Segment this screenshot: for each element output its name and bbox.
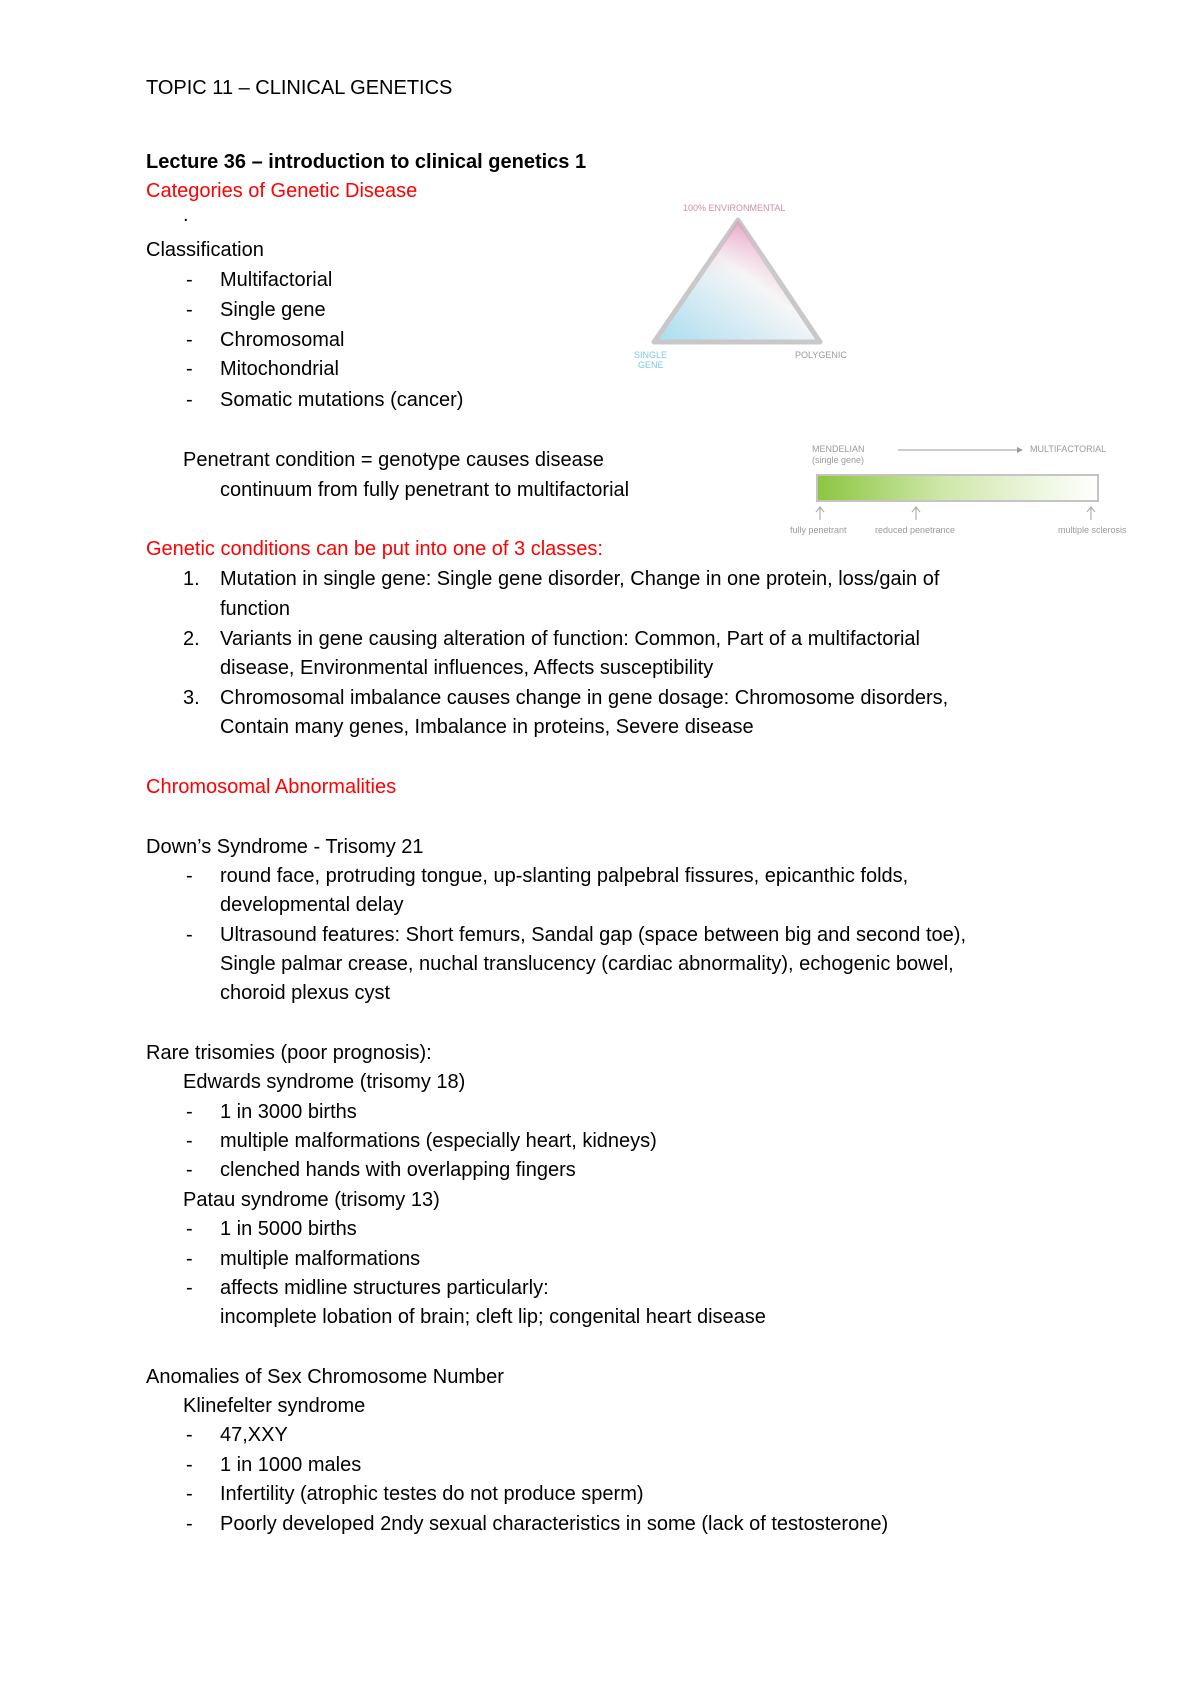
triangle-overlay xyxy=(690,220,786,290)
class-item-line: Chromosomal imbalance causes change in gene dosage: Chromosome disorders, xyxy=(220,687,949,709)
klinefelter-item: 47,XXY xyxy=(220,1424,288,1446)
topic-title: TOPIC 11 – CLINICAL GENETICS xyxy=(146,77,453,99)
categories-heading: Categories of Genetic Disease xyxy=(146,180,418,202)
class-item-line: disease, Environmental influences, Affects susceptibility xyxy=(220,657,714,679)
abnormalities-heading: Chromosomal Abnormalities xyxy=(146,776,397,798)
category-item: Chromosomal xyxy=(220,329,345,351)
bullet-dash: - xyxy=(186,1483,193,1505)
downs-ultrasound-line: choroid plexus cyst xyxy=(220,982,391,1004)
bullet-dash: - xyxy=(186,299,193,321)
class-item-line: Contain many genes, Imbalance in proteins, Severe disease xyxy=(220,716,754,738)
triangle-left-label: SINGLE xyxy=(634,350,668,360)
klinefelter-item: Poorly developed 2ndy sexual characteristics in some (lack of testosterone) xyxy=(220,1513,889,1535)
category-item: Mitochondrial xyxy=(220,358,339,380)
patau-item: affects midline structures particularly: xyxy=(220,1277,549,1299)
bar-left-sublabel: (single gene) xyxy=(812,455,865,465)
edwards-title: Edwards syndrome (trisomy 18) xyxy=(183,1071,466,1093)
penetrance-bar-figure xyxy=(800,440,1130,530)
bullet-dash: - xyxy=(186,1424,193,1446)
bullet-dash: - xyxy=(186,358,193,380)
patau-title: Patau syndrome (trisomy 13) xyxy=(183,1189,440,1211)
penetrance-line: Penetrant condition = genotype causes disease xyxy=(183,449,604,471)
triangle-left-label: GENE xyxy=(638,360,664,370)
patau-extra-line: incomplete lobation of brain; cleft lip; congenital heart disease xyxy=(220,1306,766,1328)
bullet-dash: - xyxy=(186,1454,193,1476)
bullet-dash: - xyxy=(186,1130,193,1152)
patau-item: 1 in 5000 births xyxy=(220,1218,357,1240)
bullet-dash: - xyxy=(186,329,193,351)
downs-feature-line: round face, protruding tongue, up-slanting palpebral fissures, epicanthic folds, xyxy=(220,865,909,887)
category-item: Multifactorial xyxy=(220,269,333,291)
lecture-title: Lecture 36 – introduction to clinical genetics 1 xyxy=(146,151,587,173)
bar-label-reduced-penetrance: reduced penetrance xyxy=(875,525,956,535)
klinefelter-item: Infertility (atrophic testes do not produce sperm) xyxy=(220,1483,644,1505)
bullet-dash: - xyxy=(186,865,193,887)
bar-pointer-arrow xyxy=(1087,507,1095,520)
bullet-dash: - xyxy=(186,389,193,411)
etiology-triangle-figure xyxy=(630,200,850,375)
bar-label-multiple-sclerosis: multiple sclerosis xyxy=(1058,525,1127,535)
downs-ultrasound-line: Single palmar crease, nuchal translucency (cardiac abnormality), echogenic bowel, xyxy=(220,953,954,975)
bullet-dash: - xyxy=(186,269,193,291)
sex-anomalies-title: Anomalies of Sex Chromosome Number xyxy=(146,1366,504,1388)
bullet-dash: - xyxy=(186,924,193,946)
edwards-item: clenched hands with overlapping fingers xyxy=(220,1159,576,1181)
penetrance-continuum: continuum from fully penetrant to multifactorial xyxy=(220,479,630,501)
klinefelter-title: Klinefelter syndrome xyxy=(183,1395,366,1417)
bullet-dash: - xyxy=(186,1513,193,1535)
bullet-dash: - xyxy=(186,1277,193,1299)
triangle-right-label: POLYGENIC xyxy=(795,350,847,360)
category-item: Somatic mutations (cancer) xyxy=(220,389,464,411)
stray-dot: . xyxy=(183,204,189,226)
list-number: 3. xyxy=(183,687,200,709)
list-number: 1. xyxy=(183,568,200,590)
class-item-line: Variants in gene causing alteration of function: Common, Part of a multifactorial xyxy=(220,628,920,650)
bullet-dash: - xyxy=(186,1159,193,1181)
triangle-top-label: 100% ENVIRONMENTAL xyxy=(683,203,786,213)
downs-feature-line: developmental delay xyxy=(220,894,404,916)
rare-trisomies-title: Rare trisomies (poor prognosis): xyxy=(146,1042,432,1064)
classes-heading: Genetic conditions can be put into one of 3 classes: xyxy=(146,538,603,560)
edwards-item: multiple malformations (especially heart, kidneys) xyxy=(220,1130,657,1152)
bar-left-label: MENDELIAN xyxy=(812,444,865,454)
class-item-line: function xyxy=(220,598,291,620)
bar-label-fully-penetrant: fully penetrant xyxy=(790,525,847,535)
category-item: Single gene xyxy=(220,299,326,321)
bar-pointer-arrow xyxy=(912,507,920,520)
classification-label: Classification xyxy=(146,239,264,261)
class-item-line: Mutation in single gene: Single gene disorder, Change in one protein, loss/gain of xyxy=(220,568,940,590)
bullet-dash: - xyxy=(186,1248,193,1270)
bullet-dash: - xyxy=(186,1101,193,1123)
bar-pointer-arrow xyxy=(816,507,824,520)
klinefelter-item: 1 in 1000 males xyxy=(220,1454,362,1476)
downs-ultrasound-line: Ultrasound features: Short femurs, Sandal gap (space between big and second toe), xyxy=(220,924,967,946)
bullet-dash: - xyxy=(186,1218,193,1240)
list-number: 2. xyxy=(183,628,200,650)
downs-title: Down’s Syndrome - Trisomy 21 xyxy=(146,836,424,858)
patau-item: multiple malformations xyxy=(220,1248,421,1270)
edwards-item: 1 in 3000 births xyxy=(220,1101,357,1123)
bar-right-label: MULTIFACTORIAL xyxy=(1030,444,1107,454)
penetrance-gradient-bar xyxy=(817,475,1098,501)
